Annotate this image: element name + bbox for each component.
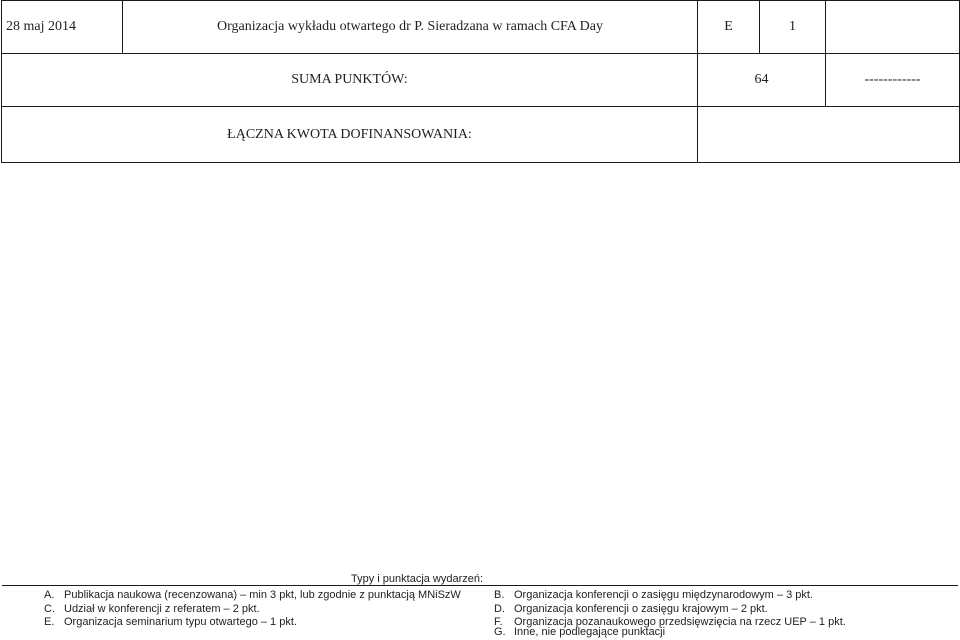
legend-code: G. xyxy=(494,626,506,638)
legend-item-g xyxy=(494,626,665,638)
legend-text: Organizacja pozanaukowego przedsięwzięcia na rzecz UEP – 1 pkt. xyxy=(514,616,846,628)
legend-item-a xyxy=(44,589,461,601)
sum-points-label: SUMA PUNKTÓW: xyxy=(2,54,698,107)
legend-text: Organizacja konferencji o zasięgu międzynarodowym – 3 pkt. xyxy=(514,589,813,601)
event-date: 28 maj 2014 xyxy=(2,1,123,54)
legend-item-b xyxy=(494,589,813,601)
table-row xyxy=(2,1,960,54)
legend-item-d xyxy=(494,603,768,615)
legend-text: Organizacja konferencji o zasięgu krajowym – 2 pkt. xyxy=(514,603,768,615)
legend-code: D. xyxy=(494,603,505,615)
legend-title: Typy i punktacja wydarzeń: xyxy=(351,573,484,585)
event-extra-cell xyxy=(826,1,960,54)
event-type: E xyxy=(698,1,760,54)
legend-code: F. xyxy=(494,616,503,628)
event-description: Organizacja wykładu otwartego dr P. Sieradzana w ramach CFA Day xyxy=(123,1,698,54)
total-funding-value xyxy=(698,107,960,163)
legend-text: Publikacja naukowa (recenzowana) – min 3 pkt, lub zgodnie z punktacją MNiSzW xyxy=(64,589,461,601)
legend-text: Udział w konferencji z referatem – 2 pkt. xyxy=(64,603,260,615)
events-table xyxy=(1,0,960,163)
table-row-funding xyxy=(2,107,960,163)
legend-code: B. xyxy=(494,589,505,601)
legend-code: C. xyxy=(44,603,55,615)
sum-points-value: 64 xyxy=(698,54,826,107)
legend-item-c xyxy=(44,603,260,615)
legend-code: E. xyxy=(44,616,55,628)
legend-item-e xyxy=(44,616,297,628)
table-row-sum xyxy=(2,54,960,107)
event-points: 1 xyxy=(760,1,826,54)
legend-text: Organizacja seminarium typu otwartego – 1 pkt. xyxy=(64,616,297,628)
sum-points-extra: ------------ xyxy=(826,54,960,107)
legend-code: A. xyxy=(44,589,55,601)
legend-divider xyxy=(2,585,958,586)
legend-text: Inne, nie podlegające punktacji xyxy=(514,626,666,638)
total-funding-label: ŁĄCZNA KWOTA DOFINANSOWANIA: xyxy=(2,107,698,163)
